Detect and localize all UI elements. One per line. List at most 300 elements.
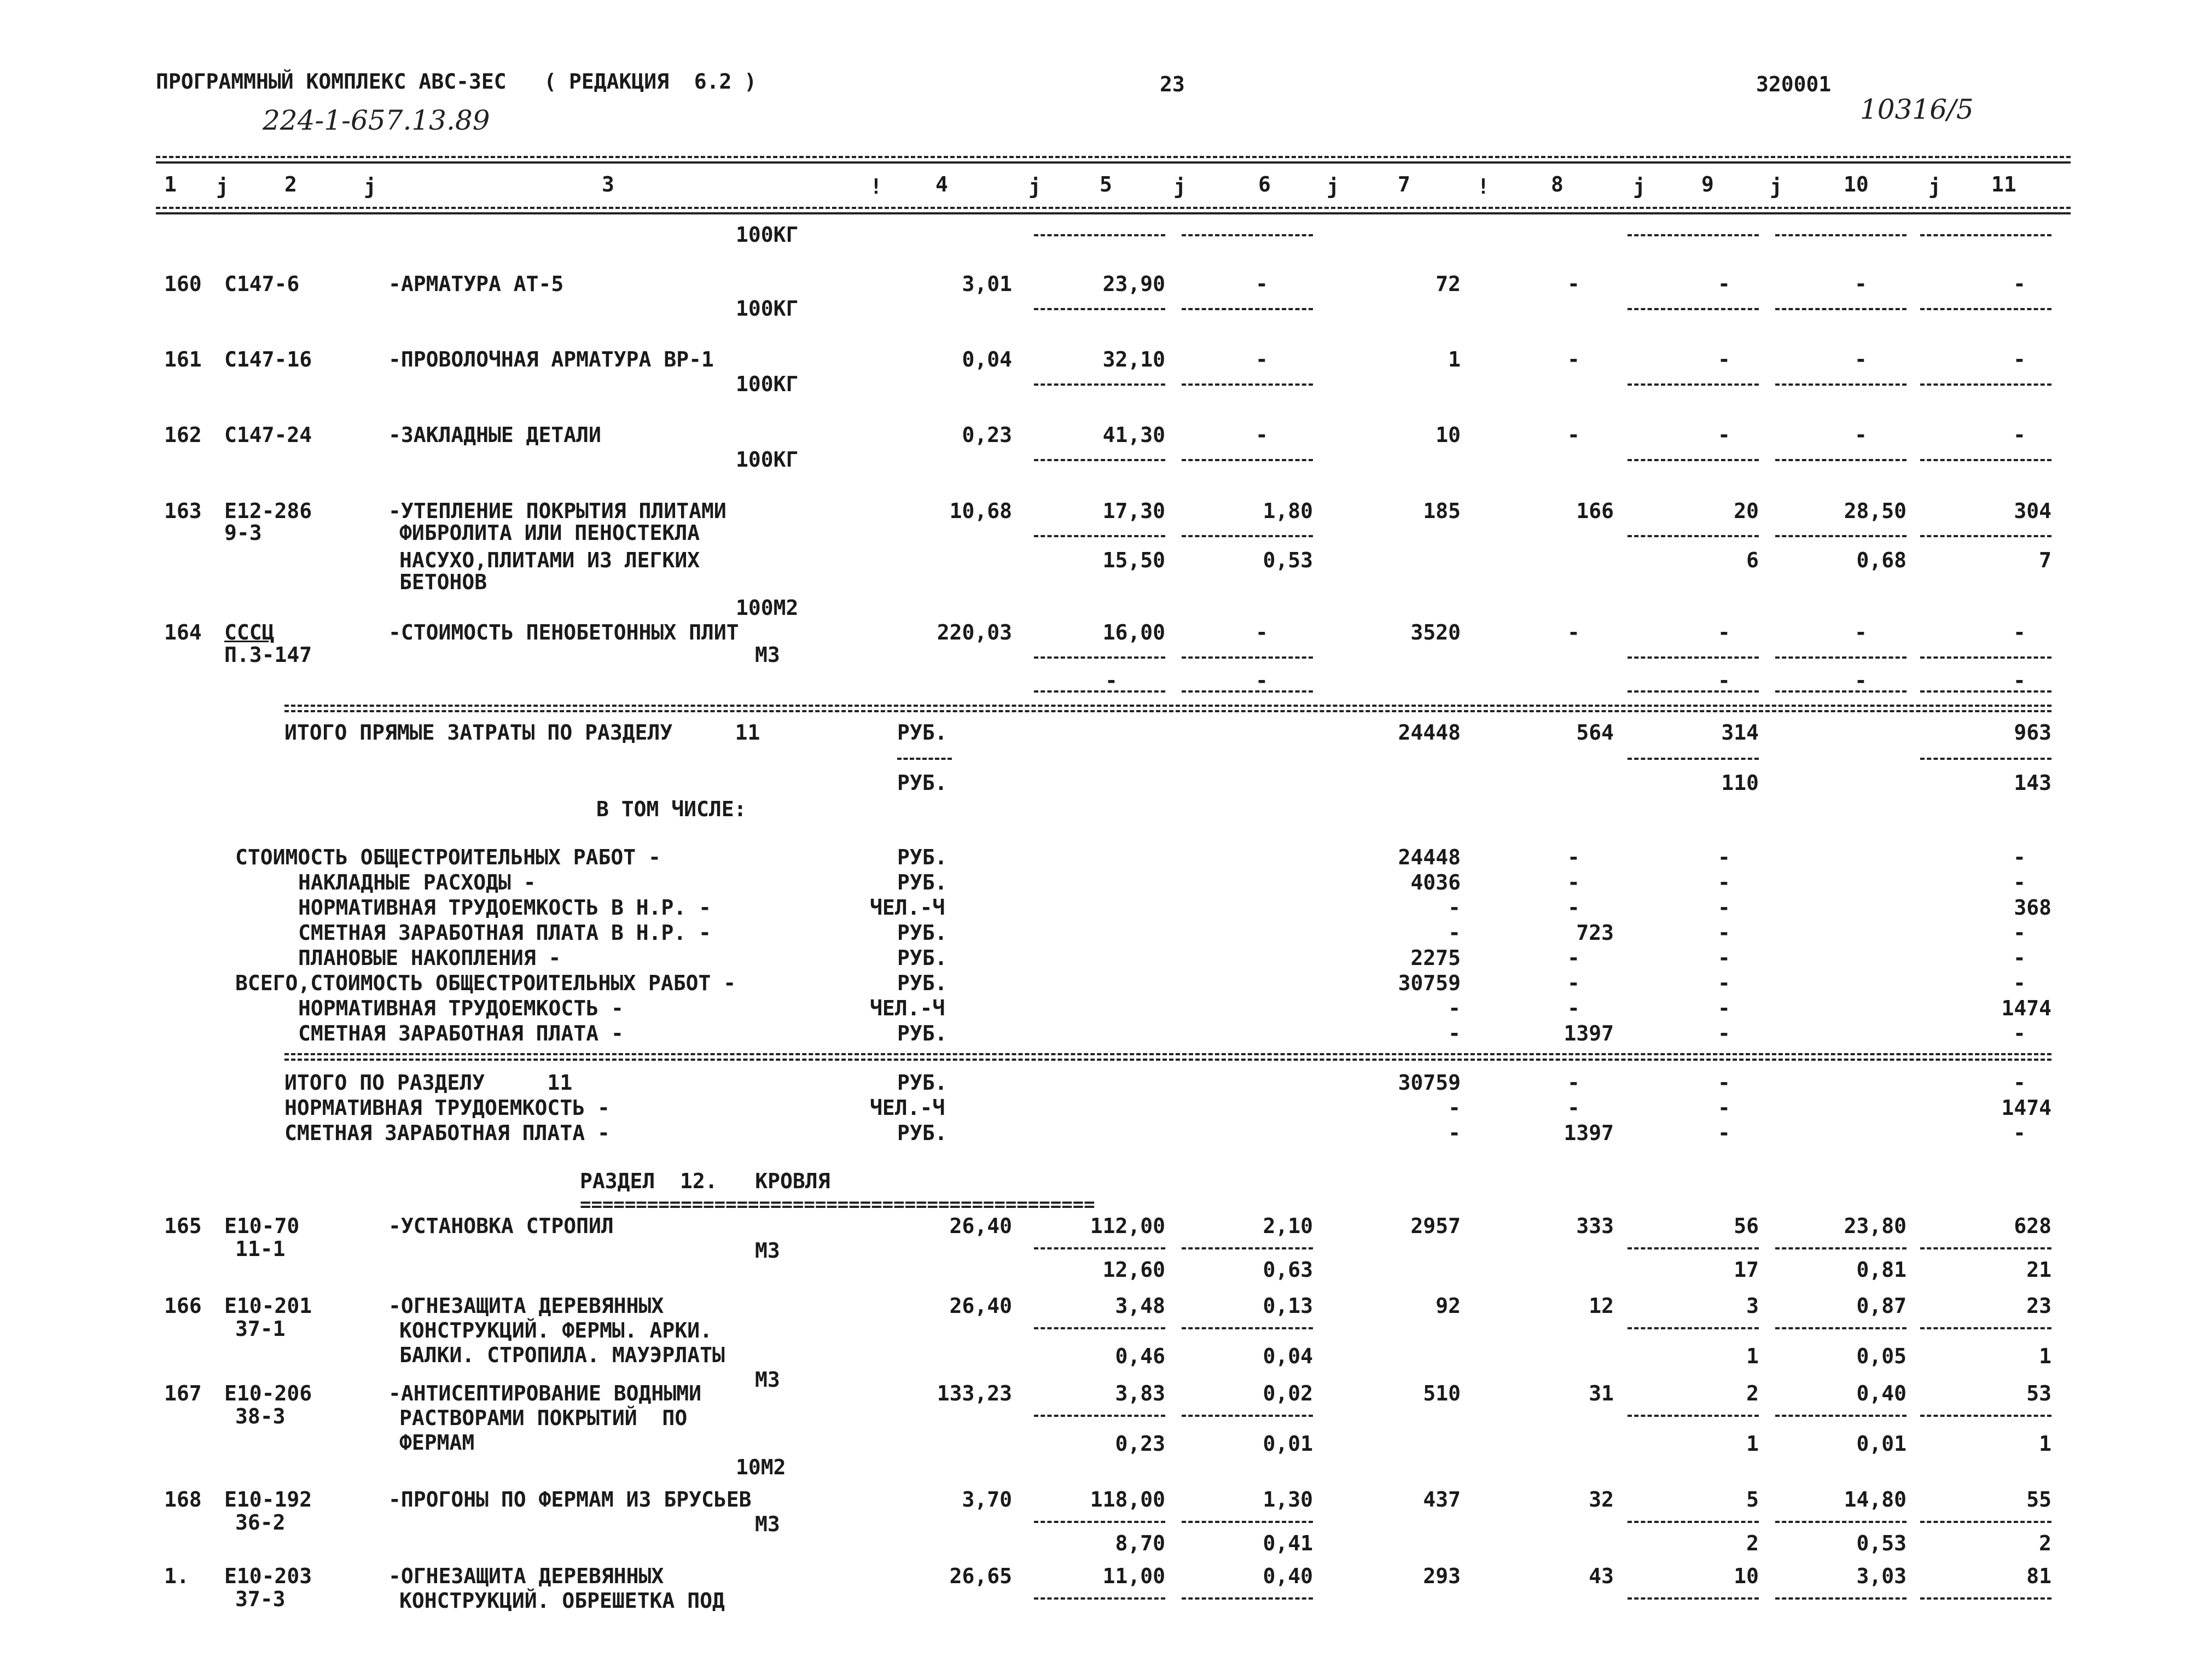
cell-underline — [1628, 535, 1759, 537]
column-header: 4 — [935, 172, 948, 196]
cell-col9-sub: 1 — [1746, 1344, 1759, 1368]
column-header: 11 — [1991, 172, 2016, 196]
cell-col10-sub: 0,53 — [1856, 1531, 1907, 1555]
cell-col7: 4036 — [1410, 870, 1461, 894]
row-code-ref: 9-3 — [224, 521, 262, 545]
cell-col9: - — [1718, 971, 1730, 995]
cell-underline — [1920, 1415, 2051, 1417]
cell-col5-sub: 0,46 — [1115, 1344, 1165, 1368]
cell-underline — [1628, 1521, 1759, 1523]
cell-underline — [1628, 234, 1759, 236]
totals-direct-unit: РУБ. — [897, 720, 948, 745]
section-total-label: НОРМАТИВНАЯ ТРУДОЕМКОСТЬ - — [284, 1096, 610, 1120]
summary-unit: РУБ. — [897, 971, 948, 995]
cell-col5: 118,00 — [1090, 1487, 1165, 1512]
cell-underline — [1920, 535, 2051, 537]
row-code: Е10-70 — [224, 1214, 300, 1238]
cell-col6: 1,80 — [1263, 499, 1313, 523]
cell-col9: - — [1718, 845, 1730, 869]
cell-underline — [1775, 1597, 1907, 1600]
summary-label: ВСЕГО,СТОИМОСТЬ ОБЩЕСТРОИТЕЛЬНЫХ РАБОТ - — [235, 971, 736, 995]
cell-underline — [1182, 308, 1313, 310]
cell-col9: - — [1718, 1071, 1730, 1095]
totals-direct-label: ИТОГО ПРЯМЫЕ ЗАТРАТЫ ПО РАЗДЕЛУ 11 — [284, 720, 760, 745]
summary-unit: ЧЕЛ.-Ч — [870, 896, 945, 920]
cell-col7: 293 — [1423, 1564, 1461, 1588]
cell-col5: 112,00 — [1090, 1214, 1165, 1238]
cell-col8: - — [1567, 620, 1580, 644]
header-rule-bottom — [156, 207, 2071, 209]
cell-underline — [1034, 383, 1165, 386]
cell-underline — [1034, 459, 1165, 461]
cell-col4: 26,40 — [949, 1294, 1012, 1318]
page-number: 23 — [1160, 72, 1185, 96]
cell-underline — [1920, 459, 2051, 461]
cell-col9: 20 — [1734, 499, 1759, 523]
cell-col10: 0,87 — [1856, 1294, 1907, 1318]
row-number: 167 — [164, 1381, 202, 1405]
column-separators: ! — [1477, 175, 1490, 199]
column-separators: ј — [1173, 175, 1186, 199]
row-number: 164 — [164, 620, 202, 644]
cell-col5: 41,30 — [1102, 423, 1165, 447]
cell-col9: - — [1718, 996, 1730, 1020]
cell-underline — [1628, 1247, 1759, 1249]
cell-col9: - — [1718, 1121, 1730, 1145]
section-title: РАЗДЕЛ 12. КРОВЛЯ — [580, 1169, 830, 1193]
cell-col11: - — [2013, 1121, 2026, 1145]
cell-col8: - — [1567, 896, 1580, 920]
cell-col10: 14,80 — [1844, 1487, 1907, 1512]
cell-col8: - — [1567, 870, 1580, 894]
cell-col11: 628 — [2014, 1214, 2051, 1238]
cell-col11: 368 — [2014, 896, 2051, 920]
cell-col7: - — [1448, 1021, 1461, 1045]
column-separators: ј — [364, 175, 376, 199]
cell-col11: - — [2013, 1071, 2026, 1095]
cell-underline — [1182, 1327, 1313, 1329]
cell-col6-sub: 0,01 — [1263, 1432, 1313, 1456]
cell-col10: - — [1855, 347, 1867, 371]
cell-col7: - — [1448, 996, 1461, 1020]
summary-label: НОРМАТИВНАЯ ТРУДОЕМКОСТЬ - — [298, 996, 624, 1020]
row-code: Е10-206 — [224, 1381, 312, 1405]
cell-underline — [1628, 459, 1759, 461]
cell-underline — [1628, 1327, 1759, 1329]
cell-col9-sub: 6 — [1746, 548, 1759, 572]
cell-col7: 24448 — [1398, 720, 1461, 745]
cell-col6-sub: 0,53 — [1263, 548, 1313, 572]
column-header: 10 — [1844, 172, 1869, 196]
cell-col11: - — [2013, 845, 2026, 869]
cell-col10-sub: - — [1855, 668, 1867, 693]
cell-col7: 185 — [1423, 499, 1461, 523]
unit-label: 100КГ — [736, 297, 799, 321]
unit-label: М3 — [755, 1512, 780, 1536]
cell-underline — [1182, 1415, 1313, 1417]
cell-col10: 28,50 — [1844, 499, 1907, 523]
cell-col6-sub: - — [1256, 668, 1268, 693]
summary-unit: РУБ. — [897, 1021, 948, 1045]
column-header: 8 — [1551, 172, 1564, 196]
row-code: С147-24 — [224, 423, 312, 447]
row-description: КОНСТРУКЦИЙ. ОБРЕШЕТКА ПОД — [399, 1589, 725, 1613]
row-number: 161 — [164, 347, 202, 371]
cell-col5-sub: 0,23 — [1115, 1432, 1165, 1456]
cell-col11: 304 — [2014, 499, 2051, 523]
column-header: 9 — [1701, 172, 1714, 196]
column-header: 1 — [164, 172, 177, 196]
cell-underline — [1182, 1521, 1313, 1523]
cell-col7: 24448 — [1398, 845, 1461, 869]
row-number: 163 — [164, 499, 202, 523]
unit-label: М3 — [755, 643, 780, 667]
cell-underline — [1034, 656, 1165, 659]
row-description: -АРМАТУРА АТ-5 — [388, 272, 564, 296]
section-total-unit: РУБ. — [897, 1121, 948, 1145]
summary-unit: ЧЕЛ.-Ч — [870, 996, 945, 1020]
cell-col6: - — [1256, 423, 1268, 447]
cell-col4: 3,70 — [962, 1487, 1012, 1512]
cell-underline — [1182, 690, 1313, 693]
unit-label: 100КГ — [736, 447, 799, 472]
cell-underline — [1775, 234, 1907, 236]
row-description: БЕТОНОВ — [399, 570, 487, 594]
cell-col4: 0,23 — [962, 423, 1012, 447]
cell-col9: - — [1718, 1096, 1730, 1120]
cell-col11: 53 — [2026, 1381, 2051, 1405]
cell-underline — [1920, 1247, 2051, 1249]
unit-label: 100М2 — [736, 596, 799, 620]
cell-col10: - — [1855, 620, 1867, 644]
summary-unit: РУБ. — [897, 946, 948, 970]
cell-col6: 0,02 — [1263, 1381, 1313, 1405]
cell-col9-sub: 17 — [1734, 1258, 1759, 1282]
cell-underline — [1920, 234, 2051, 236]
cell-col4: 10,68 — [949, 499, 1012, 523]
cell-col9: 5 — [1746, 1487, 1759, 1512]
summary-unit: РУБ. — [897, 845, 948, 869]
column-header: 6 — [1258, 172, 1271, 196]
column-separators: ј — [1028, 175, 1041, 199]
cell-underline — [1034, 1415, 1165, 1417]
cell-col11: - — [2013, 946, 2026, 970]
row-code-ref: 37-1 — [235, 1317, 286, 1341]
cell-col11-sub: 1 — [2039, 1344, 2051, 1368]
cell-col4: 26,65 — [949, 1564, 1012, 1588]
cell-col11-sub: - — [2013, 668, 2026, 693]
cell-underline — [1034, 1521, 1165, 1523]
row-code-ref: П.3-147 — [224, 643, 312, 667]
unit-label: 100КГ — [736, 372, 799, 396]
cell-underline — [1034, 1247, 1165, 1249]
document-code: 320001 — [1756, 72, 1832, 96]
cell-col9: 56 — [1734, 1214, 1759, 1238]
cell-col10: - — [1855, 423, 1867, 447]
cell-col11: - — [2013, 870, 2026, 894]
cell-underline — [1775, 459, 1907, 461]
cell-col11: 81 — [2026, 1564, 2051, 1588]
cell-underline — [1034, 535, 1165, 537]
cell-col8: - — [1567, 423, 1580, 447]
cell-underline — [1775, 535, 1907, 537]
row-code: Е10-192 — [224, 1487, 312, 1512]
cell-col11-sub: 143 — [2014, 771, 2051, 795]
column-separators: ! — [870, 175, 882, 199]
cell-underline — [1920, 690, 2051, 693]
cell-col9: - — [1718, 946, 1730, 970]
cell-col11: - — [2013, 272, 2026, 296]
column-separators: ј — [1770, 175, 1782, 199]
cell-col7: - — [1448, 896, 1461, 920]
cell-col7: - — [1448, 1096, 1461, 1120]
cell-col8: - — [1567, 996, 1580, 1020]
cell-col8: - — [1567, 845, 1580, 869]
column-separators: ј — [1327, 175, 1339, 199]
cell-col4: 3,01 — [962, 272, 1012, 296]
cell-col10-sub: 0,01 — [1856, 1432, 1907, 1456]
cell-col11-sub: 1 — [2039, 1432, 2051, 1456]
cell-col9: - — [1718, 347, 1730, 371]
cell-col9: 2 — [1746, 1381, 1759, 1405]
row-number: 166 — [164, 1294, 202, 1318]
including-label: В ТОМ ЧИСЛЕ: — [596, 797, 747, 821]
row-code: С147-6 — [224, 272, 300, 296]
cell-col7: 510 — [1423, 1381, 1461, 1405]
unit-label: М3 — [755, 1368, 780, 1392]
cell-col7: 72 — [1435, 272, 1461, 296]
section-divider — [284, 1059, 2051, 1061]
cell-col7: - — [1448, 921, 1461, 945]
cell-underline — [1628, 758, 1759, 760]
cell-underline — [1034, 1327, 1165, 1329]
cell-col4: 133,23 — [937, 1381, 1012, 1405]
cell-col9: - — [1718, 1021, 1730, 1045]
cell-underline — [1628, 690, 1759, 693]
cell-underline — [1775, 690, 1907, 693]
cell-col7: 2275 — [1410, 946, 1461, 970]
cell-col11-sub: 7 — [2039, 548, 2051, 572]
cell-col6: - — [1256, 272, 1268, 296]
row-description: -УТЕПЛЕНИЕ ПОКРЫТИЯ ПЛИТАМИ — [388, 499, 726, 523]
summary-unit: РУБ. — [897, 870, 948, 894]
cell-col9-sub: 1 — [1746, 1432, 1759, 1456]
cell-col8: 31 — [1589, 1381, 1614, 1405]
summary-label: СМЕТНАЯ ЗАРАБОТНАЯ ПЛАТА В Н.Р. - — [298, 921, 711, 945]
cell-col5-sub: - — [1105, 668, 1118, 693]
section-divider — [284, 1053, 2051, 1055]
cell-col8: - — [1567, 347, 1580, 371]
cell-col4: 26,40 — [949, 1214, 1012, 1238]
column-separators: ј — [1633, 175, 1646, 199]
cell-col6: 1,30 — [1263, 1487, 1313, 1512]
cell-col8: 723 — [1576, 921, 1614, 945]
cell-col8: 12 — [1589, 1294, 1614, 1318]
cell-col10: 0,40 — [1856, 1381, 1907, 1405]
cell-col8: - — [1567, 1096, 1580, 1120]
row-number: 1. — [164, 1564, 189, 1588]
cell-underline — [1628, 656, 1759, 659]
cell-col5: 17,30 — [1102, 499, 1165, 523]
unit-label: 10М2 — [736, 1455, 786, 1479]
cell-col7: 10 — [1435, 423, 1461, 447]
column-header: 3 — [602, 172, 614, 196]
cell-col10-sub: 0,68 — [1856, 548, 1907, 572]
cell-col10: 3,03 — [1856, 1564, 1907, 1588]
cell-underline — [1182, 383, 1313, 386]
row-description: -ПРОВОЛОЧНАЯ АРМАТУРА ВР-1 — [388, 347, 714, 371]
cell-col8: - — [1567, 946, 1580, 970]
column-separators: ј — [216, 175, 229, 199]
cell-underline — [1775, 1521, 1907, 1523]
cell-col7: - — [1448, 1121, 1461, 1145]
cell-underline — [1920, 656, 2051, 659]
row-number: 168 — [164, 1487, 202, 1512]
row-description: БАЛКИ. СТРОПИЛА. МАУЭРЛАТЫ — [399, 1343, 725, 1367]
cell-col5: 32,10 — [1102, 347, 1165, 371]
cell-underline — [1182, 535, 1313, 537]
cell-col11: 23 — [2026, 1294, 2051, 1318]
section-total-label: СМЕТНАЯ ЗАРАБОТНАЯ ПЛАТА - — [284, 1121, 610, 1145]
cell-col8: 43 — [1589, 1564, 1614, 1588]
row-description: РАСТВОРАМИ ПОКРЫТИЙ ПО — [399, 1406, 688, 1430]
section-divider — [284, 710, 2051, 712]
cell-col8: - — [1567, 272, 1580, 296]
summary-unit: РУБ. — [897, 921, 948, 945]
row-description: -ОГНЕЗАЩИТА ДЕРЕВЯННЫХ — [388, 1294, 664, 1318]
row-code: С147-16 — [224, 347, 312, 371]
row-number: 160 — [164, 272, 202, 296]
cell-col8: 1397 — [1564, 1121, 1614, 1145]
cell-underline — [1034, 234, 1165, 236]
row-code-ref: 37-3 — [235, 1587, 286, 1611]
cell-col5: 16,00 — [1102, 620, 1165, 644]
cell-col6: 0,13 — [1263, 1294, 1313, 1318]
header-rule-top — [156, 156, 2071, 158]
header-rule-top-solid — [156, 161, 2071, 164]
cell-underline — [1034, 1597, 1165, 1600]
cell-underline — [1182, 234, 1313, 236]
cell-col6: 0,40 — [1263, 1564, 1313, 1588]
cell-col11-sub: 21 — [2026, 1258, 2051, 1282]
row-description: -АНТИСЕПТИРОВАНИЕ ВОДНЫМИ — [388, 1381, 701, 1405]
cell-col10-sub: 0,81 — [1856, 1258, 1907, 1282]
cell-col9: - — [1718, 870, 1730, 894]
cell-col8: - — [1567, 1071, 1580, 1095]
row-description: КОНСТРУКЦИЙ. ФЕРМЫ. АРКИ. — [399, 1318, 712, 1342]
row-code: СССЦ — [224, 620, 275, 644]
cell-underline — [1628, 1597, 1759, 1600]
cell-col11: - — [2013, 1021, 2026, 1045]
cell-col11: - — [2013, 921, 2026, 945]
row-description: -УСТАНОВКА СТРОПИЛ — [388, 1214, 614, 1238]
cell-col9: - — [1718, 423, 1730, 447]
row-description: -СТОИМОСТЬ ПЕНОБЕТОННЫХ ПЛИТ — [388, 620, 739, 644]
cell-col5: 11,00 — [1102, 1564, 1165, 1588]
cell-underline — [1034, 690, 1165, 693]
totals-direct-unit2: РУБ. — [897, 771, 948, 795]
row-code-ref: 11-1 — [235, 1237, 286, 1261]
cell-underline — [1920, 1521, 2051, 1523]
row-number: 162 — [164, 423, 202, 447]
cell-col7: 30759 — [1398, 1071, 1461, 1095]
cell-col11: - — [2013, 620, 2026, 644]
cell-col8: 333 — [1576, 1214, 1614, 1238]
unit-label: М3 — [755, 1239, 780, 1263]
cell-col9: 10 — [1734, 1564, 1759, 1588]
section-divider — [284, 705, 2051, 707]
cell-col8: 1397 — [1564, 1021, 1614, 1045]
cell-underline — [1920, 1597, 2051, 1600]
cell-col11: - — [2013, 423, 2026, 447]
cell-underline — [1182, 656, 1313, 659]
cell-underline — [1034, 308, 1165, 310]
program-title: ПРОГРАММНЫЙ КОМПЛЕКС АВС-ЗЕС ( РЕДАКЦИЯ 6.2 ) — [156, 69, 757, 94]
cell-col11: 963 — [2014, 720, 2051, 745]
cell-underline — [1920, 758, 2051, 760]
cell-col6: - — [1256, 620, 1268, 644]
cell-col7: 2957 — [1410, 1214, 1461, 1238]
cell-col5: 23,90 — [1102, 272, 1165, 296]
cell-col8: 32 — [1589, 1487, 1614, 1512]
row-code: Е10-201 — [224, 1294, 312, 1318]
cell-col11: - — [2013, 971, 2026, 995]
section-title-underline: ============================================== — [580, 1194, 1095, 1216]
cell-col9-sub: - — [1718, 668, 1730, 693]
cell-col4: 220,03 — [937, 620, 1012, 644]
cell-col9-sub: 110 — [1721, 771, 1759, 795]
cell-col5-sub: 15,50 — [1102, 548, 1165, 572]
cell-col7: 1 — [1448, 347, 1461, 371]
cell-underline — [1920, 308, 2051, 310]
cell-underline — [1775, 1327, 1907, 1329]
cell-col4: 0,04 — [962, 347, 1012, 371]
column-header: 7 — [1398, 172, 1410, 196]
row-number: 165 — [164, 1214, 202, 1238]
row-description: -ПРОГОНЫ ПО ФЕРМАМ ИЗ БРУСЬЕВ — [388, 1487, 752, 1512]
summary-label: СМЕТНАЯ ЗАРАБОТНАЯ ПЛАТА - — [298, 1021, 624, 1045]
cell-underline — [1775, 1247, 1907, 1249]
cell-col11: - — [2013, 347, 2026, 371]
cell-col6: 2,10 — [1263, 1214, 1313, 1238]
cell-col10: 23,80 — [1844, 1214, 1907, 1238]
cell-col11: 1474 — [2001, 1096, 2051, 1120]
cell-col8: 564 — [1576, 720, 1614, 745]
cell-col7: 437 — [1423, 1487, 1461, 1512]
cell-underline — [1775, 656, 1907, 659]
cell-underline — [1182, 1597, 1313, 1600]
cell-col10-sub: 0,05 — [1856, 1344, 1907, 1368]
handwritten-sheet-mark: 10316/5 — [1860, 94, 1974, 125]
row-description: ФИБРОЛИТА ИЛИ ПЕНОСТЕКЛА — [399, 521, 700, 545]
section-total-unit: ЧЕЛ.-Ч — [870, 1096, 945, 1120]
cell-col9-sub: 2 — [1746, 1531, 1759, 1555]
cell-underline — [1775, 383, 1907, 386]
cell-col9: - — [1718, 896, 1730, 920]
cell-underline — [1775, 1415, 1907, 1417]
row-code: Е12-286 — [224, 499, 312, 523]
section-total-label: ИТОГО ПО РАЗДЕЛУ 11 — [284, 1071, 573, 1095]
row-code-ref: 36-2 — [235, 1510, 286, 1534]
row-description: -ОГНЕЗАЩИТА ДЕРЕВЯННЫХ — [388, 1564, 664, 1588]
cell-col9: 314 — [1721, 720, 1759, 745]
cell-col9: 3 — [1746, 1294, 1759, 1318]
cell-underline — [1920, 383, 2051, 386]
cell-underline — [1775, 308, 1907, 310]
row-description: НАСУХО,ПЛИТАМИ ИЗ ЛЕГКИХ — [399, 548, 700, 572]
cell-col5: 3,48 — [1115, 1294, 1165, 1318]
cell-underline — [1628, 383, 1759, 386]
